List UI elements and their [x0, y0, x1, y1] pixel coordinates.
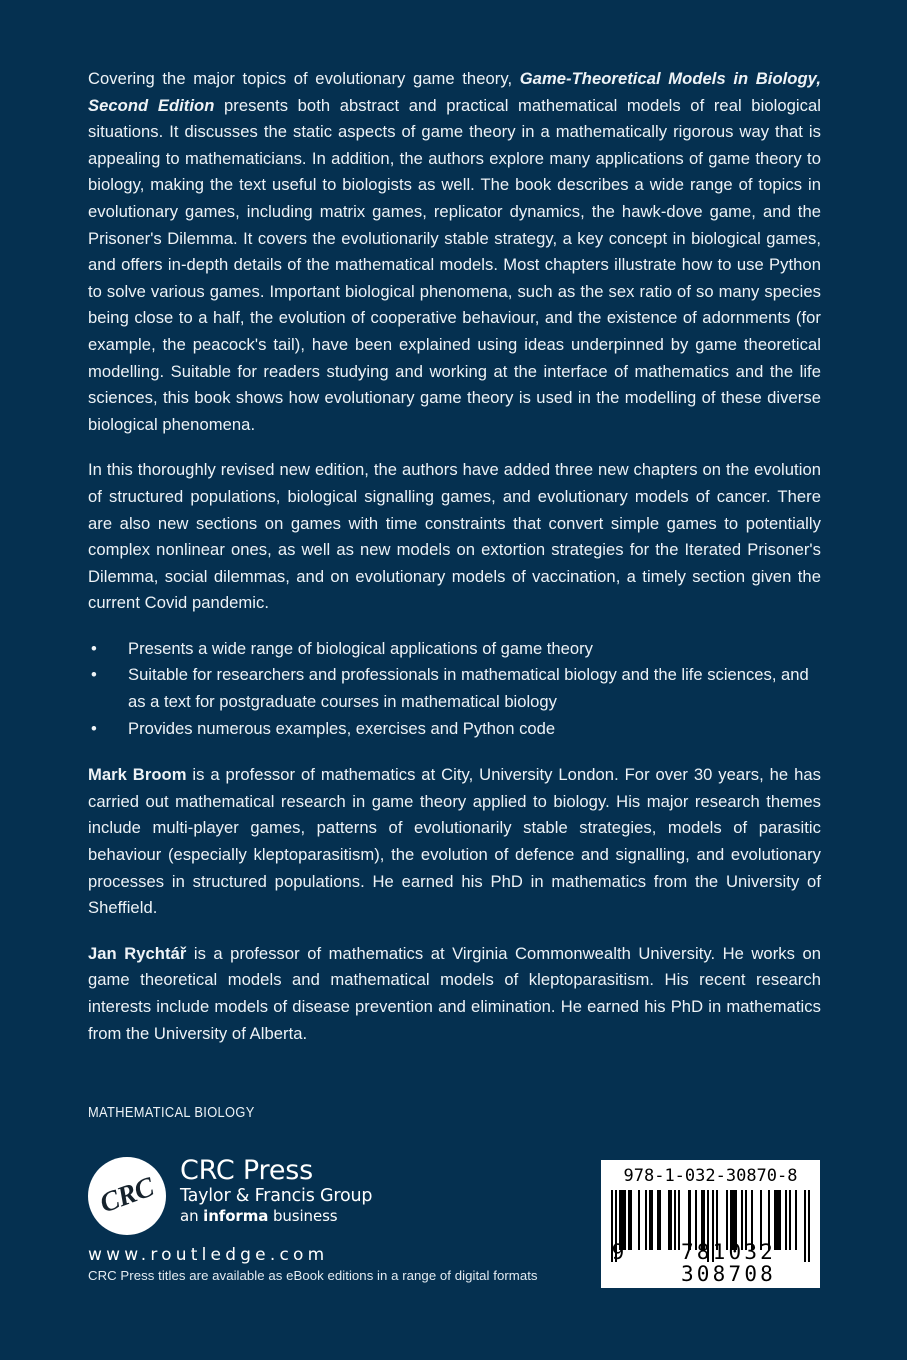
blurb-paragraph-1	[88, 66, 821, 438]
bullet-icon: •	[91, 638, 97, 658]
informa-suffix: business	[268, 1207, 338, 1225]
author-bio-text-rychtar: is a professor of mathematics at Virginia Commonwealth University. He works on game theoretical models and mathematical models of kleptoparasitism. His recent research interests include models of disease prevention and elimination. He earned his PhD in mathematics from the University of Alberta.	[88, 943, 822, 1043]
bullet-icon: •	[91, 718, 97, 738]
ebook-availability-note: CRC Press titles are available as eBook editions in a range of digital formats	[88, 1268, 538, 1283]
isbn-barcode	[601, 1160, 820, 1288]
blurb-paragraph-1-lead: Covering the major topics of evolutionary game theory,	[88, 69, 520, 88]
informa-prefix: an	[180, 1207, 204, 1225]
list-item	[88, 636, 821, 663]
list-item	[88, 716, 821, 743]
author-bio-broom	[88, 762, 821, 922]
bullet-icon: •	[91, 665, 97, 685]
list-item-label: Presents a wide range of biological applications of game theory	[128, 638, 593, 658]
author-bio-rychtar	[88, 941, 821, 1047]
publisher-informa-line	[180, 1207, 410, 1226]
crc-roundel-icon	[88, 1157, 166, 1235]
isbn-number: 978-1-032-30870-8	[623, 1166, 798, 1186]
list-item-label: Suitable for researchers and professionals in mathematical biology and the life sciences, and as a text for postgraduate courses in mathematical biology	[128, 665, 809, 712]
author-bio-text-broom: is a professor of mathematics at City, University London. For over 30 years, he has carried out mathematical research in game theory applied to biology. His major research themes include multi-player games, patterns of evolutionarily stable strategies, models of parasitic behaviour (especially kleptoparasitism), the evolution of defence and signalling, and evolutionary processes in structured populations. He earned his PhD in mathematics from the University of Sheffield.	[88, 765, 821, 918]
publisher-name: CRC Press	[180, 1155, 313, 1186]
series-label: MATHEMATICAL BIOLOGY	[88, 1105, 255, 1121]
feature-list	[88, 636, 821, 742]
publisher-website[interactable]: www.routledge.com	[88, 1245, 329, 1265]
barcode-digits	[601, 1241, 820, 1285]
author-name-broom: Mark Broom	[88, 765, 187, 785]
crc-monogram: CRC	[95, 1171, 158, 1220]
publisher-wordmark	[180, 1155, 410, 1226]
list-item	[88, 662, 821, 715]
list-item-label: Provides numerous examples, exercises and Python code	[128, 718, 556, 738]
blurb-paragraph-1-rest: presents both abstract and practical mathematical models of real biological situations. It discusses the static aspects of game theory in a mathematically rigorous way that is appealing to mathematicians. In addition, the authors explore many applications of game theory to biology, making the text useful to biologists as well. The book describes a wide range of topics in evolutionary games, including matrix games, replicator dynamics, the hawk-dove game, and the Prisoner's Dilemma. It covers the evolutionarily stable strategy, a key concept in biological games, and offers in-depth details of the mathematical models. Most chapters illustrate how to use Python to solve various games. Important biological phenomena, such as the sex ratio of so many species being close to a half, the evolution of cooperative behaviour, and the existence of adornments (for example, the peacock's tail), have been explained using ideas underpinned by game theoretical modelling. Suitable for readers studying and working at the interface of mathematics and the life sciences, this book shows how evolutionary game theory is used in the modelling of these diverse biological phenomena.	[88, 95, 821, 434]
book-title-emphasis: Game-Theoretical Models in Biology, Second Edition	[88, 69, 821, 115]
blurb-content	[88, 66, 821, 1047]
publisher-group: Taylor & Francis Group	[180, 1186, 373, 1206]
barcode-digits-main: 781032 308708	[680, 1240, 777, 1286]
blurb-paragraph-2: In this thoroughly revised new edition, the authors have added three new chapters on the evolution of structured populations, biological signalling games, and evolutionary models of cancer. There are also new sections on games with time constraints that convert simple games to potentially complex nonlinear ones, as well as new models on extortion strategies for the Iterated Prisoner's Dilemma, social dilemmas, and on evolutionary models of vaccination, a timely section given the current Covid pandemic.	[88, 460, 821, 613]
barcode-digit-left: 9	[611, 1240, 625, 1264]
author-name-rychtar: Jan Rychtář	[88, 943, 187, 963]
informa-brand: informa	[203, 1207, 269, 1225]
